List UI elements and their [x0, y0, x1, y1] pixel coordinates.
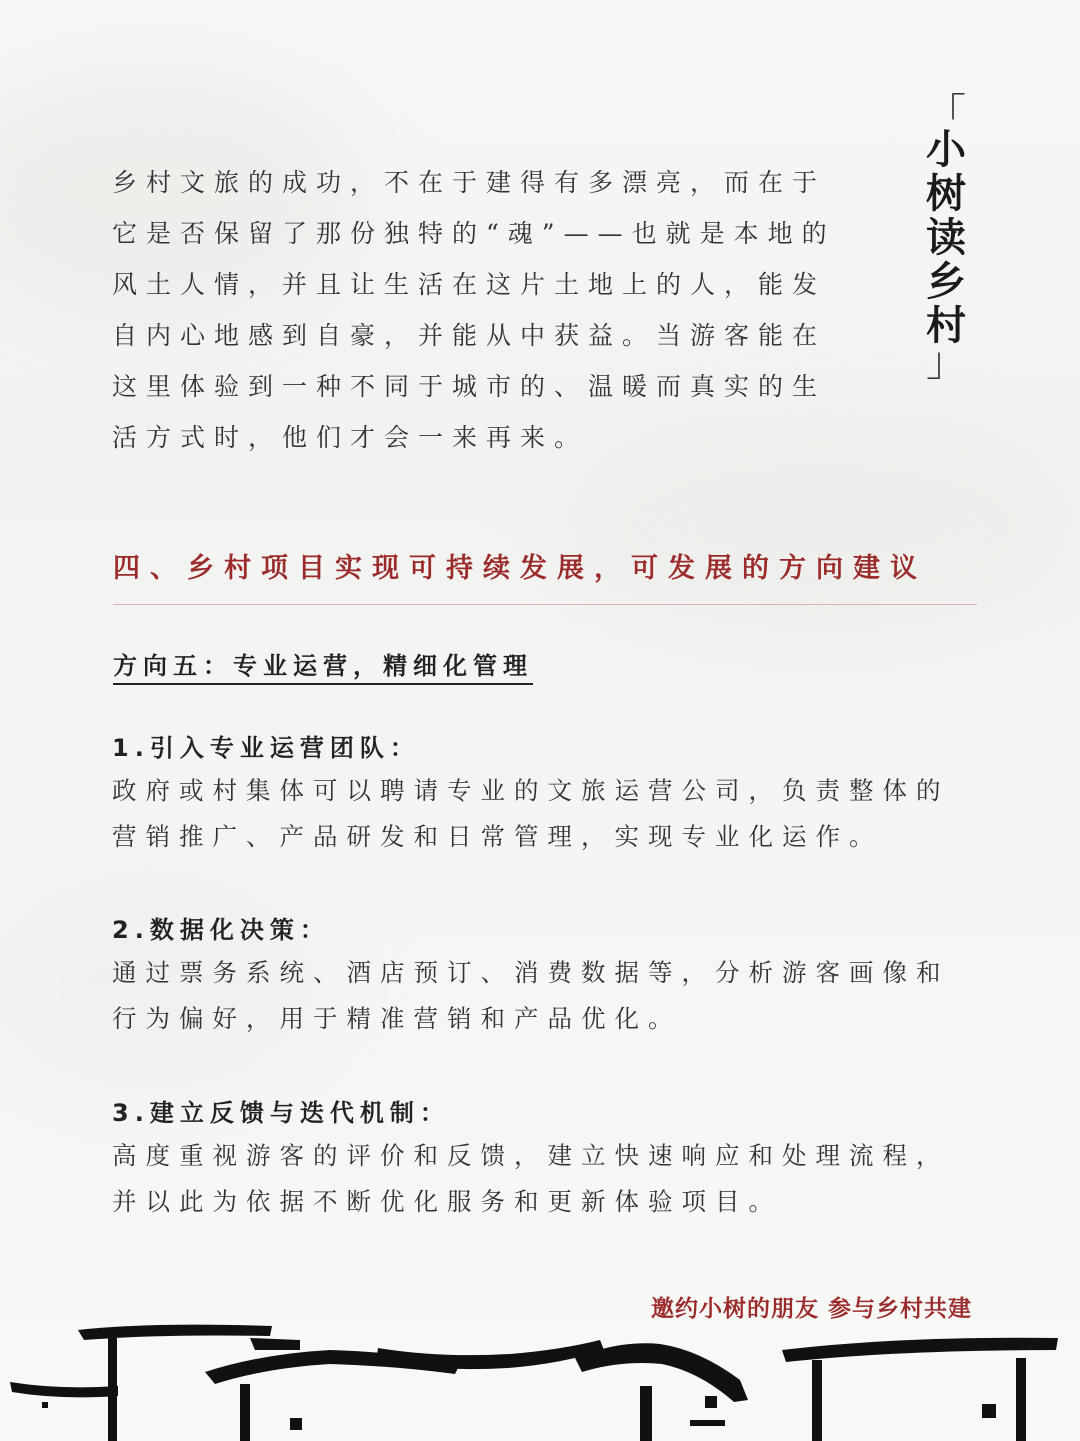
list-item	[112, 1093, 980, 1225]
wall-stroke	[640, 1386, 652, 1441]
item-body: 高度重视游客的评价和反馈，建立快速响应和处理流程，并以此为依据不断优化服务和更新体验项目。	[112, 1141, 950, 1216]
window-dot	[42, 1402, 48, 1408]
roof-stroke	[10, 1382, 118, 1397]
wall-stroke	[1016, 1358, 1026, 1441]
item-heading: 2.数据化决策：	[112, 916, 330, 944]
window-dot	[705, 1396, 717, 1408]
brand-char: 小	[926, 127, 966, 173]
intro-paragraph: 乡村文旅的成功，不在于建得有多漂亮，而在于它是否保留了那份独特的“魂”——也就是本地的风土人情，并且让生活在这片土地上的人，能发自内心地感到自豪，并能从中获益。当游客能在这里体验到一种不同于城市的、温暖而真实的生活方式时，他们才会一来再来。	[112, 168, 836, 452]
brand-char: 乡	[926, 259, 966, 305]
roof-stroke	[250, 1338, 300, 1350]
brand-open-bracket: 「	[926, 91, 966, 137]
section-divider	[113, 604, 977, 605]
window-dot	[982, 1404, 996, 1418]
direction-title: 方向五：专业运营，精细化管理	[113, 646, 533, 685]
list-item	[112, 910, 980, 1042]
brand-char: 村	[926, 303, 966, 349]
item-heading: 1.引入专业运营团队：	[112, 734, 420, 762]
wall-stroke	[108, 1338, 117, 1441]
village-roofline-illustration	[0, 1310, 1080, 1441]
roof-stroke	[78, 1325, 272, 1340]
invite-text: 邀约小树的朋友 参与乡村共建	[650, 1296, 972, 1322]
brand-vertical-title	[922, 91, 970, 385]
item-body: 通过票务系统、酒店预订、消费数据等，分析游客画像和行为偏好，用于精准营销和产品优化。	[112, 958, 950, 1033]
window-dot	[290, 1418, 302, 1430]
brand-char: 读	[926, 215, 966, 261]
section-heading: 四、乡村项目实现可持续发展，可发展的方向建议	[113, 553, 927, 584]
wall-stroke	[812, 1360, 822, 1441]
item-heading: 3.建立反馈与迭代机制：	[112, 1099, 450, 1127]
brand-close-bracket: 」	[926, 339, 966, 385]
wall-stroke	[240, 1384, 250, 1441]
item-body: 政府或村集体可以聘请专业的文旅运营公司，负责整体的营销推广、产品研发和日常管理，实现专业化运作。	[112, 776, 950, 851]
brand-char: 树	[926, 171, 966, 217]
roof-stroke	[690, 1420, 725, 1426]
roof-stroke	[575, 1343, 748, 1402]
roof-stroke	[376, 1340, 604, 1369]
list-item	[112, 728, 980, 860]
